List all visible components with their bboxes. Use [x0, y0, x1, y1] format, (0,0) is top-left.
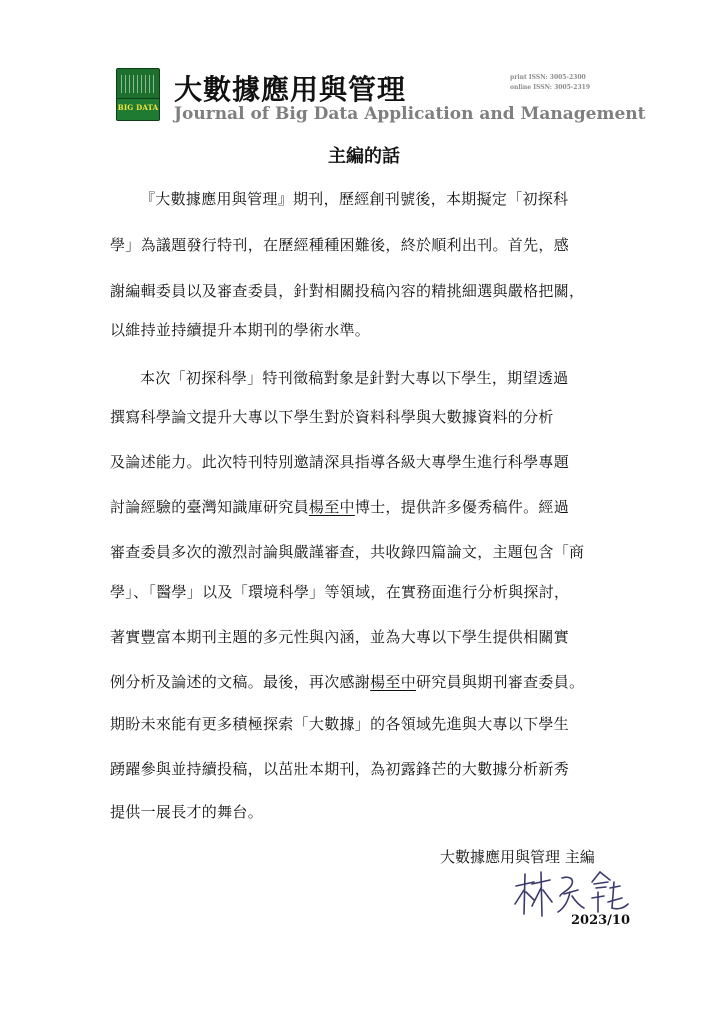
logo-text: BIG DATA — [117, 103, 159, 112]
researcher-name: 楊至中 — [370, 673, 417, 691]
paragraph-2-line-10: 踴躍參與並持續投稿，以茁壯本期刊，為初露鋒芒的大數據分析新秀 — [110, 760, 570, 778]
issue-date: 2023/10 — [571, 913, 631, 928]
paragraph-2-line-3: 及論述能力。此次特刊特別邀請深具指導各級大專學生進行科學專題 — [110, 453, 570, 471]
paragraph-2-line-11: 提供一展長才的舞台。 — [110, 803, 264, 821]
paragraph-1-line-2: 學」為議題發行特刊，在歷經種種困難後，終於順利出刊。首先，感 — [110, 236, 570, 254]
paragraph-2-line-5: 審查委員多次的激烈討論與嚴謹審查，共收錄四篇論文，主題包含「商 — [110, 543, 585, 561]
paragraph-2-line-8 — [110, 671, 584, 692]
editor-sign-off: 大數據應用與管理 主編 — [440, 848, 595, 866]
researcher-name: 楊至中 — [308, 498, 355, 516]
paragraph-1-line-3: 謝編輯委員以及審查委員，針對相關投稿內容的精挑細選與嚴格把關， — [110, 282, 585, 300]
journal-header — [116, 66, 646, 128]
journal-title-en: Journal of Big Data Application and Management — [174, 104, 646, 124]
paragraph-2-line-1: 本次「初探科學」特刊徵稿對象是針對大專以下學生，期望透過 — [140, 369, 569, 387]
journal-title-zh: 大數據應用與管理 — [174, 73, 407, 106]
paragraph-2-line-7: 著實豐富本期刊主題的多元性與內涵，並為大專以下學生提供相關實 — [110, 628, 570, 646]
text-segment: 研究員與期刊審查委員。 — [416, 673, 585, 691]
journal-logo — [116, 68, 160, 121]
text-segment: 博士，提供許多優秀稿件。經過 — [354, 498, 570, 516]
paragraph-1-line-1: 『大數據應用與管理』期刊，歷經創刊號後，本期擬定「初探科 — [140, 190, 569, 208]
paragraph-2-line-6: 學」、「醫學」以及「環境科學」等領域，在實務面進行分析與探討， — [110, 583, 570, 601]
text-segment: 討論經驗的臺灣知識庫研究員 — [110, 498, 309, 516]
paragraph-2-line-4 — [110, 496, 569, 517]
paragraph-1-line-4: 以維持並持續提升本期刊的學術水準。 — [110, 321, 371, 339]
online-issn: online ISSN: 3005-2319 — [510, 84, 590, 91]
page-title: 主編的話 — [328, 146, 400, 167]
paragraph-2-line-2: 撰寫科學論文提升大專以下學生對於資料科學與大數據資料的分析 — [110, 408, 554, 426]
paragraph-2-line-9: 期盼未來能有更多積極探索「大數據」的各領域先進與大專以下學生 — [110, 715, 570, 733]
text-segment: 例分析及論述的文稿。最後，再次感謝 — [110, 673, 371, 691]
print-issn: print ISSN: 3005-2300 — [510, 74, 586, 81]
